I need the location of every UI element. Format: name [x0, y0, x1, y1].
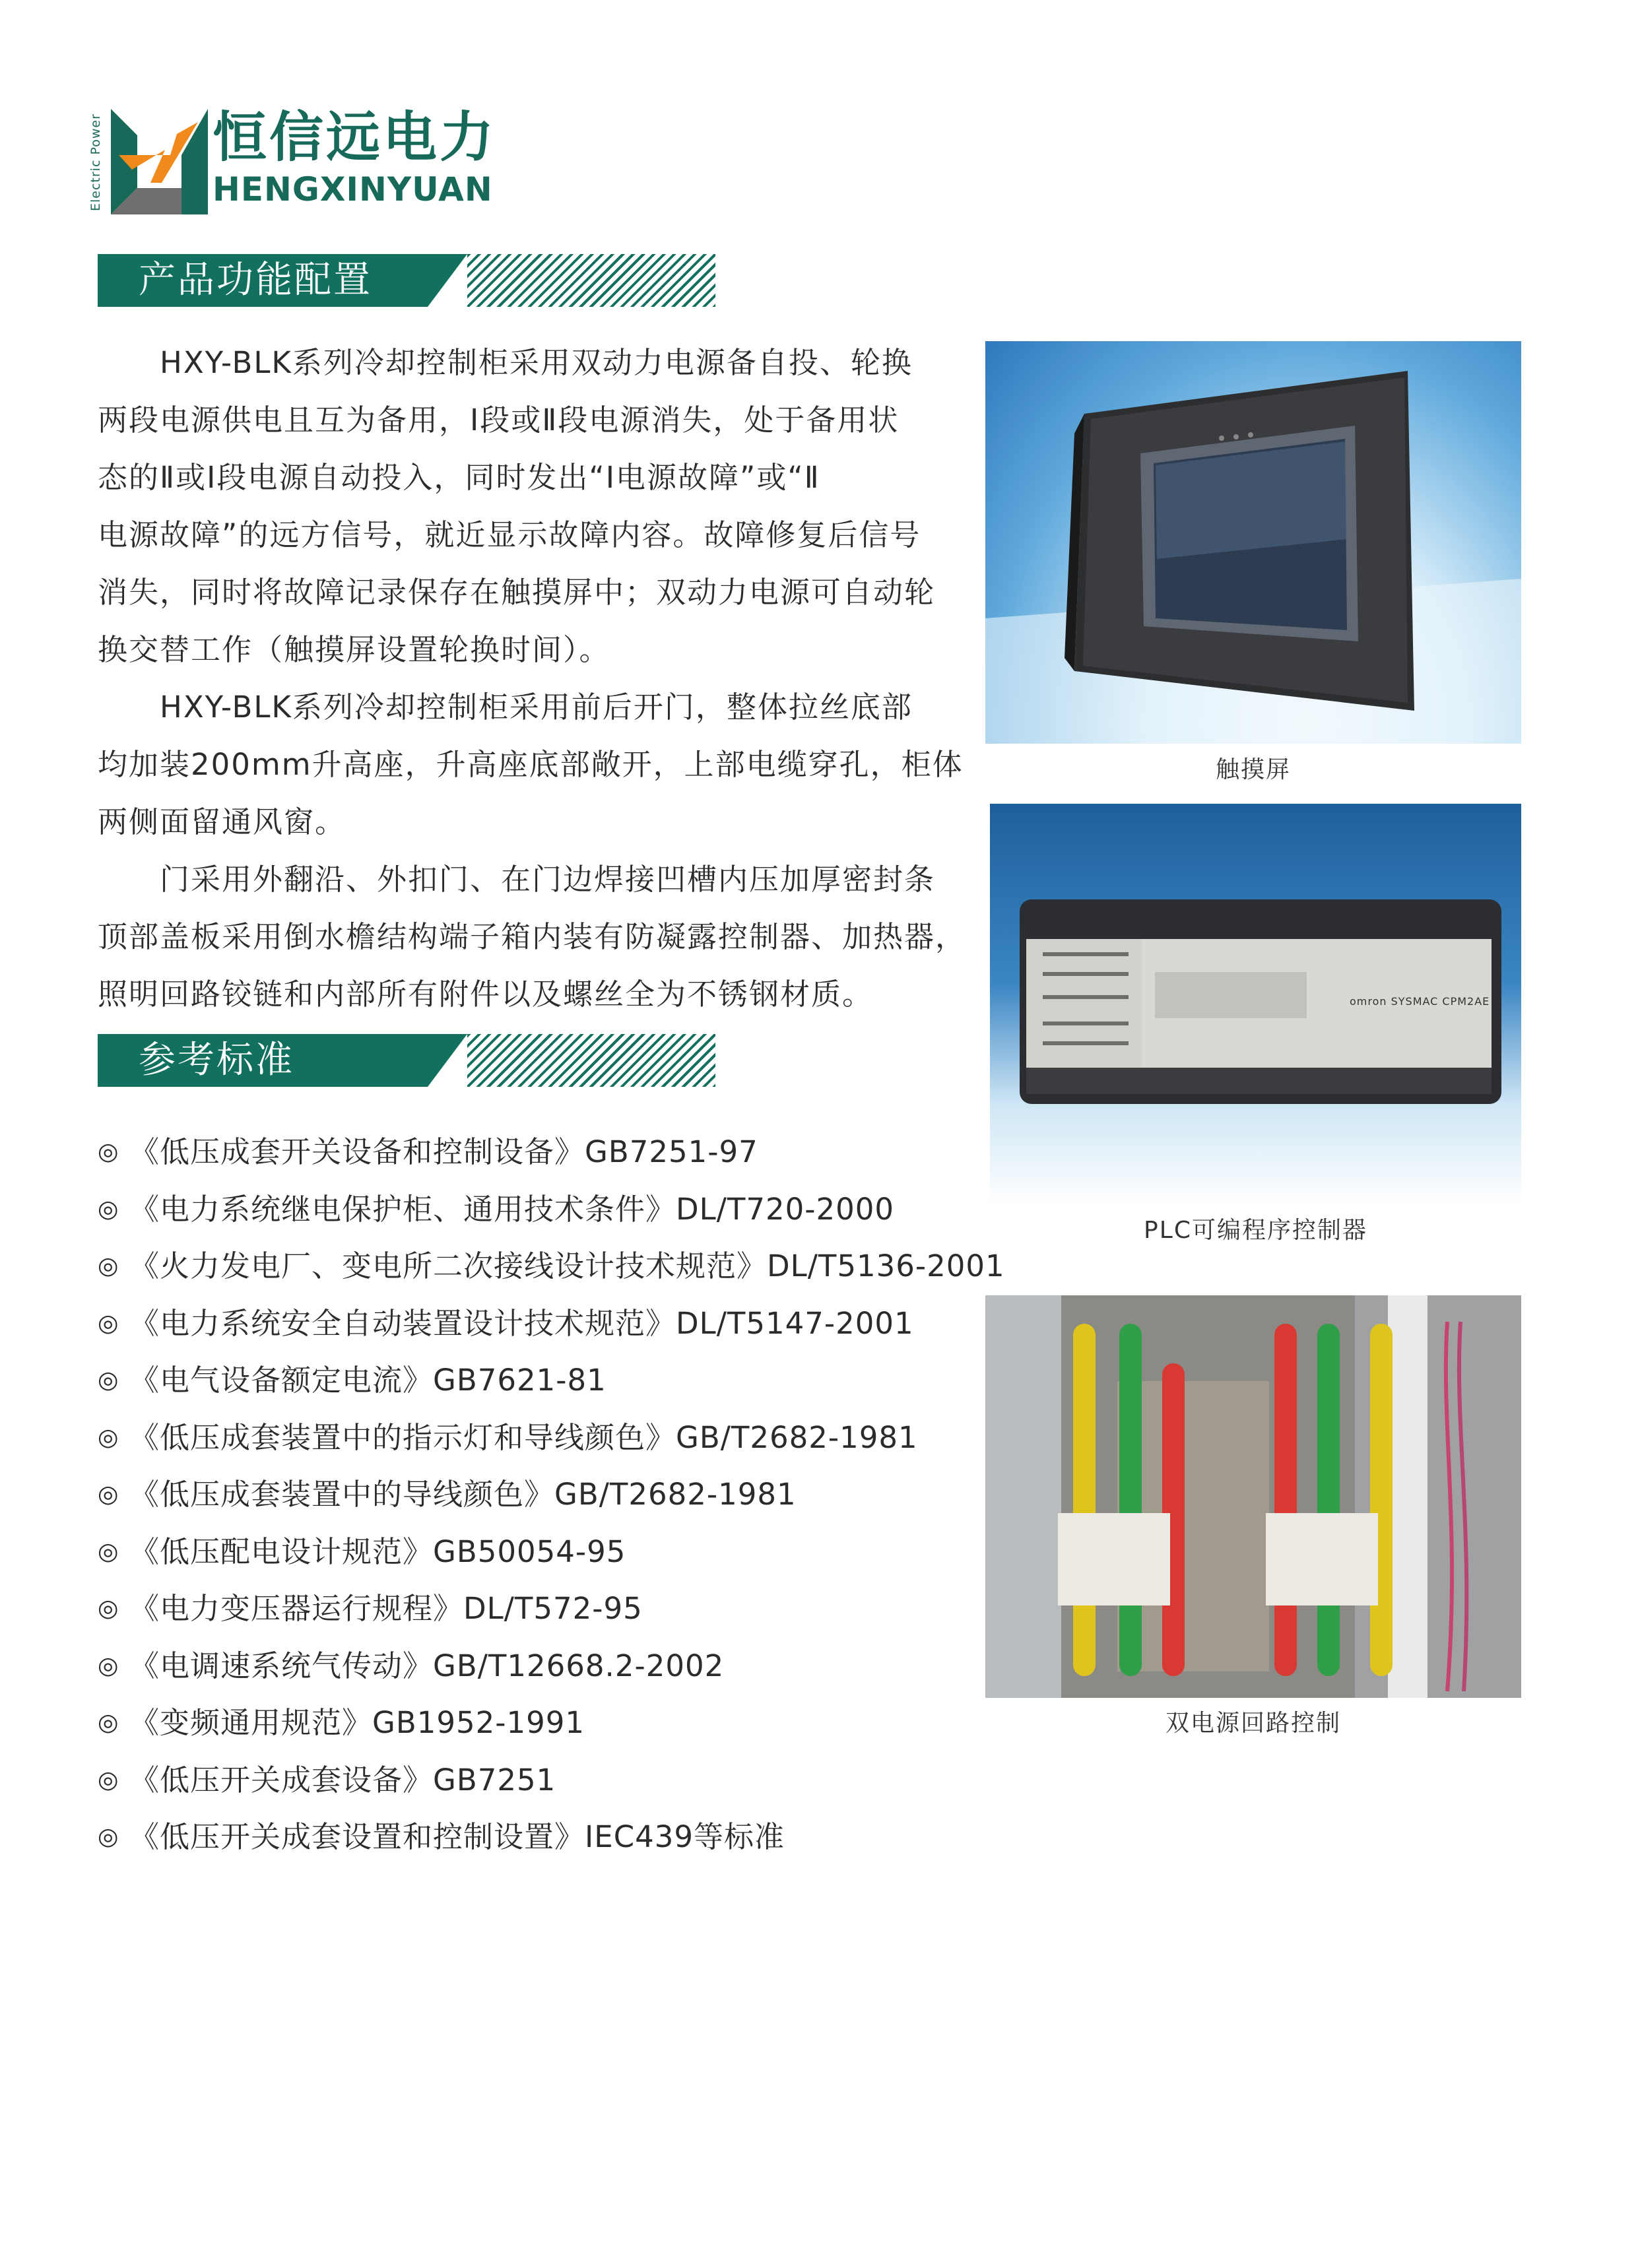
list-item: ◎ 《火力发电厂、变电所二次接线设计技术规范》DL/T5136-2001: [98, 1238, 1005, 1295]
section-header-standards: [98, 1034, 715, 1087]
list-item: ◎ 《电调速系统气传动》GB/T12668.2-2002: [98, 1638, 1005, 1695]
text-line: 门采用外翻沿、外扣门、在门边焊接凹槽内压加厚密封条: [98, 862, 936, 897]
bullet-icon: ◎: [98, 1309, 119, 1337]
bullet-icon: ◎: [98, 1538, 119, 1565]
bullet-icon: ◎: [98, 1138, 119, 1165]
paragraph-2: [98, 678, 975, 851]
list-item: ◎ 《低压配电设计规范》GB50054-95: [98, 1524, 1005, 1581]
list-item: ◎ 《电力系统继电保护柜、通用技术条件》DL/T720-2000: [98, 1181, 1005, 1239]
list-item: ◎ 《电力系统安全自动装置设计技术规范》DL/T5147-2001: [98, 1295, 1005, 1353]
logo-mark-icon: [92, 109, 208, 214]
text-line: 电源故障”的远方信号，就近显示故障内容。故障修复后信号: [98, 517, 921, 552]
text-line: 两侧面留通风窗。: [98, 804, 346, 839]
section-header-features: [98, 254, 715, 307]
wiring-cabinet-icon: [985, 1295, 1521, 1698]
plc-photo: [990, 804, 1521, 1205]
list-item: ◎ 《低压开关成套设置和控制设置》IEC439等标准: [98, 1809, 1005, 1866]
text-line: 均加装200mm升高座，升高座底部敞开，上部电缆穿孔，柜体: [98, 747, 964, 782]
wiring-photo: [985, 1295, 1521, 1698]
text-line: 消失，同时将故障记录保存在触摸屏中；双动力电源可自动轮: [98, 575, 936, 610]
bullet-icon: ◎: [98, 1709, 119, 1736]
bullet-icon: ◎: [98, 1823, 119, 1850]
text-line: 照明回路铰链和内部所有附件以及螺丝全为不锈钢材质。: [98, 977, 874, 1012]
bullet-icon: ◎: [98, 1423, 119, 1451]
list-item: ◎ 《低压成套开关设备和控制设备》GB7251-97: [98, 1124, 1005, 1181]
list-item: ◎ 《低压成套装置中的指示灯和导线颜色》GB/T2682-1981: [98, 1409, 1005, 1467]
logo-english-name: HENGXINYUAN: [213, 170, 493, 209]
bullet-icon: ◎: [98, 1252, 119, 1280]
list-item: ◎ 《变频通用规范》GB1952-1991: [98, 1695, 1005, 1752]
bullet-icon: ◎: [98, 1367, 119, 1394]
bullet-icon: ◎: [98, 1652, 119, 1679]
text-line: 换交替工作（触摸屏设置轮换时间）。: [98, 632, 610, 667]
list-item: ◎ 《电气设备额定电流》GB7621-81: [98, 1352, 1005, 1409]
paragraph-3: [98, 851, 975, 1023]
bullet-icon: ◎: [98, 1766, 119, 1794]
touchscreen-caption: 触摸屏: [1215, 756, 1291, 783]
section-title: 产品功能配置: [139, 259, 372, 302]
text-line: HXY-BLK系列冷却控制柜采用前后开门，整体拉丝底部: [98, 690, 913, 725]
text-line: HXY-BLK系列冷却控制柜采用双动力电源备自投、轮换: [98, 345, 913, 380]
paragraph-1: [98, 334, 975, 678]
list-item: ◎ 《低压开关成套设备》GB7251: [98, 1752, 1005, 1809]
text-line: 两段电源供电且互为备用，Ⅰ段或Ⅱ段电源消失，处于备用状: [98, 403, 900, 437]
bullet-icon: ◎: [98, 1481, 119, 1508]
list-item: ◎ 《低压成套装置中的导线颜色》GB/T2682-1981: [98, 1466, 1005, 1524]
touchscreen-device-icon: [985, 341, 1521, 744]
plc-brand-label: omron SYSMAC CPM2AE: [1350, 995, 1490, 1008]
text-line: 态的Ⅱ或Ⅰ段电源自动投入，同时发出“Ⅰ电源故障”或“Ⅱ: [98, 460, 820, 495]
logo-side-text: Electric Power: [88, 113, 103, 211]
list-item: ◎ 《电力变压器运行规程》DL/T572-95: [98, 1580, 1005, 1638]
bullet-icon: ◎: [98, 1195, 119, 1223]
wiring-caption: 双电源回路控制: [1165, 1710, 1341, 1737]
text-line: 顶部盖板采用倒水檐结构端子箱内装有防凝露控制器、加热器，: [98, 919, 967, 954]
standards-list: [98, 1124, 1005, 1866]
logo-chinese-name: 恒信远电力: [213, 106, 497, 169]
plc-caption: PLC可编程序控制器: [1144, 1217, 1367, 1244]
section-title: 参考标准: [139, 1039, 294, 1082]
touchscreen-photo: [985, 341, 1521, 744]
bullet-icon: ◎: [98, 1595, 119, 1622]
